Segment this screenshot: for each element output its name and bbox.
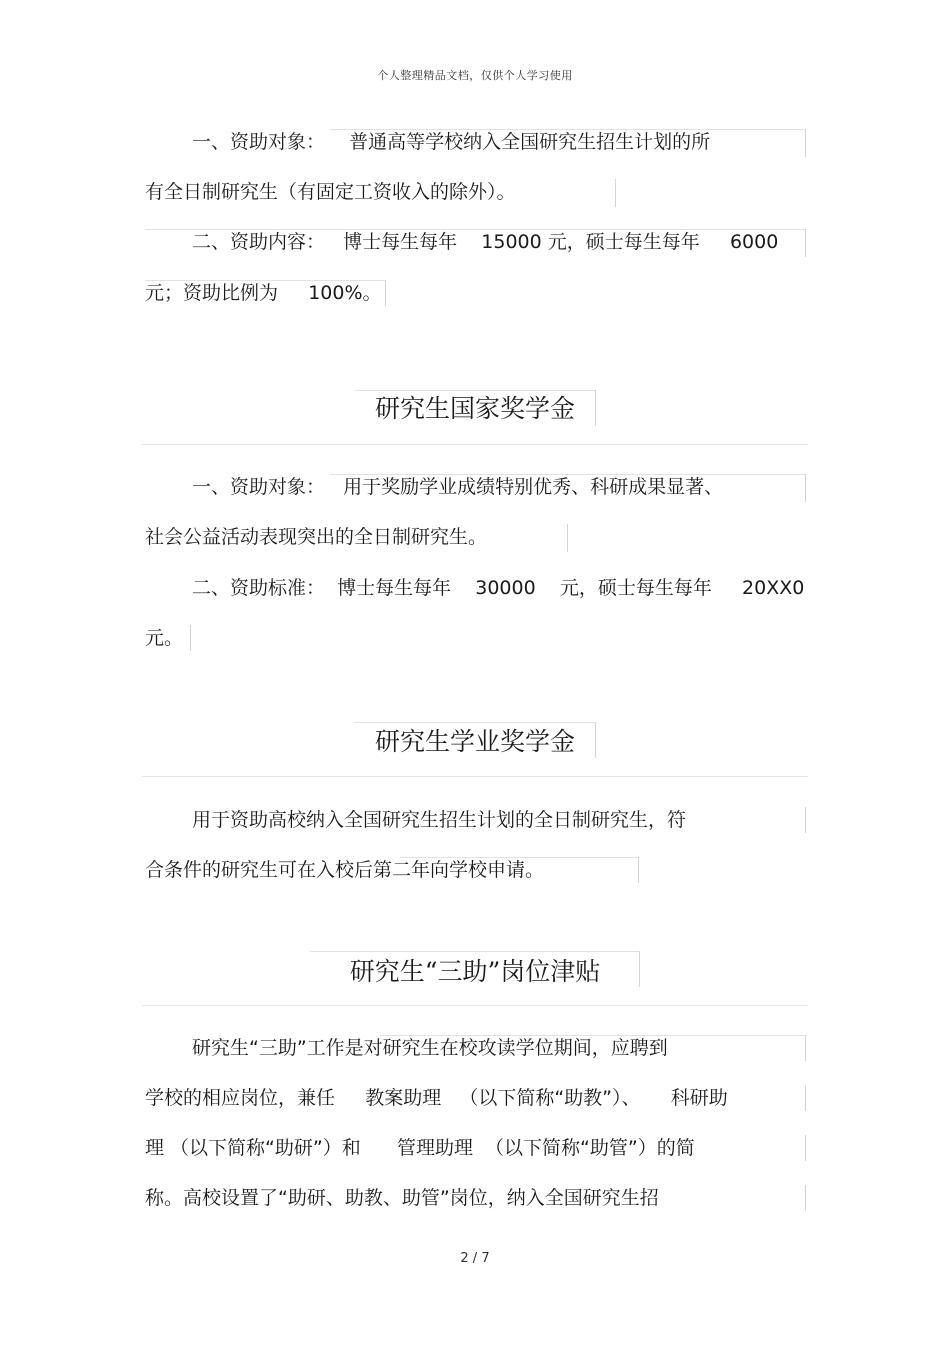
divider-line — [355, 722, 595, 723]
section-line-3: 二、资助标准： 博士每生每年 30000 元，硕士每生每年 20XX0 — [192, 577, 805, 599]
section-rule — [142, 776, 808, 777]
divider-line — [805, 1185, 806, 1211]
intro-line-3: 二、资助内容： 博士每生每年 15000 元，硕士每生每年 6000 — [192, 231, 779, 253]
section-title: 研究生学业奖学金 — [374, 727, 575, 756]
page-header: 个人整理精品文档，仅供个人学习使用 — [377, 69, 573, 82]
divider-line — [615, 179, 616, 207]
divider-line — [145, 229, 805, 230]
intro-line-4: 元；资助比例为 100%。 — [145, 282, 382, 304]
section-title: 研究生国家奖学金 — [374, 394, 575, 423]
section-line-4: 元。 — [145, 627, 184, 649]
section-line-2: 社会公益活动表现突出的全日制研究生。 — [145, 526, 488, 548]
divider-line — [595, 390, 596, 426]
section-title: 研究生“三助”岗位津贴 — [349, 957, 601, 986]
section-rule — [142, 1005, 808, 1006]
section-line-1: 研究生“三助”工作是对研究生在校攻读学位期间，应聘到 — [192, 1037, 668, 1059]
divider-line — [805, 474, 806, 502]
intro-line-1: 一、资助对象： 普通高等学校纳入全国研究生招生计划的所 — [192, 131, 711, 153]
divider-line — [145, 280, 385, 281]
divider-line — [330, 129, 805, 130]
section-line-1: 用于资助高校纳入全国研究生招生计划的全日制研究生，符 — [192, 809, 687, 831]
divider-line — [805, 807, 806, 833]
divider-line — [805, 129, 806, 157]
divider-line — [595, 722, 596, 758]
section-line-3: 理 （以下简称“助研”）和 管理助理 （以下简称“助管”）的简 — [145, 1137, 695, 1159]
divider-line — [805, 1085, 806, 1111]
divider-line — [805, 1035, 806, 1061]
divider-line — [639, 951, 640, 987]
divider-line — [310, 951, 640, 952]
divider-line — [400, 857, 638, 858]
divider-line — [190, 625, 191, 651]
divider-line — [805, 229, 806, 257]
divider-line — [330, 474, 805, 475]
divider-line — [805, 1135, 806, 1161]
section-line-1: 一、资助对象： 用于奖励学业成绩特别优秀、科研成果显著、 — [192, 476, 724, 498]
intro-line-2: 有全日制研究生（有固定工资收入的除外）。 — [145, 181, 516, 203]
divider-line — [380, 1035, 805, 1036]
divider-line — [638, 857, 639, 883]
section-line-4: 称。高校设置了“助研、助教、助管”岗位，纳入全国研究生招 — [145, 1187, 659, 1209]
section-rule — [142, 444, 808, 445]
section-line-2: 学校的相应岗位，兼任 教案助理 （以下简称“助教”）、 科研助 — [145, 1087, 728, 1109]
page-number: 2 / 7 — [460, 1251, 490, 1266]
divider-line — [385, 280, 386, 306]
divider-line — [567, 524, 568, 552]
section-line-2: 合条件的研究生可在入校后第二年向学校申请。 — [145, 859, 545, 881]
divider-line — [355, 390, 595, 391]
